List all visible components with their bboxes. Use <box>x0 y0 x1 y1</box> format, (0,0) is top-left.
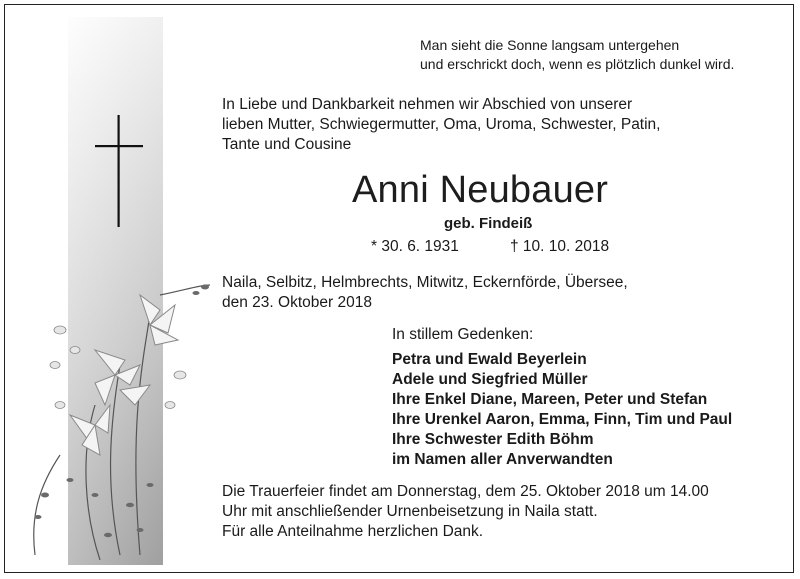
funeral-line: Die Trauerfeier findet am Donnerstag, dem 25. Oktober 2018 um 14.00 <box>222 483 709 500</box>
deceased-name: Anni Neubauer <box>352 169 609 211</box>
epitaph-quote <box>420 36 734 74</box>
maiden-name: geb. Findeiß <box>444 215 533 232</box>
funeral-line: Uhr mit anschließender Urnenbeisetzung in Naila statt. <box>222 503 598 520</box>
places-line: Naila, Selbitz, Helmbrechts, Mitwitz, Eckernförde, Übersee, <box>222 274 628 291</box>
intro-line: In Liebe und Dankbarkeit nehmen wir Abschied von unserer <box>222 96 633 113</box>
intro-text <box>222 95 661 155</box>
thanks-line: Für alle Anteilnahme herzlichen Dank. <box>222 523 484 540</box>
mourners-heading: In stillem Gedenken: <box>392 326 534 343</box>
mourner-name: Ihre Enkel Diane, Mareen, Peter und Stefan <box>392 391 708 408</box>
date-line: den 23. Oktober 2018 <box>222 294 372 311</box>
quote-line: Man sieht die Sonne langsam untergehen <box>420 37 680 53</box>
latin-cross-icon <box>95 115 143 227</box>
mourner-name: Petra und Ewald Beyerlein <box>392 351 587 368</box>
funeral-info <box>222 482 709 522</box>
lily-bouquet-icon <box>0 255 215 560</box>
mourner-name: Ihre Schwester Edith Böhm <box>392 431 594 448</box>
intro-line: Tante und Cousine <box>222 136 352 153</box>
mourner-name: Ihre Urenkel Aaron, Emma, Finn, Tim und Paul <box>392 411 733 428</box>
mourner-name: im Namen aller Anverwandten <box>392 451 613 468</box>
intro-line: lieben Mutter, Schwiegermutter, Oma, Uroma, Schwester, Patin, <box>222 116 661 133</box>
mourner-name: Adele und Siegfried Müller <box>392 371 588 388</box>
birth-date: * 30. 6. 1931 <box>371 238 459 255</box>
death-date: † 10. 10. 2018 <box>510 238 610 255</box>
quote-line: und erschrickt doch, wenn es plötzlich dunkel wird. <box>420 56 735 72</box>
place-date <box>222 273 628 313</box>
mourners-list <box>392 350 732 470</box>
